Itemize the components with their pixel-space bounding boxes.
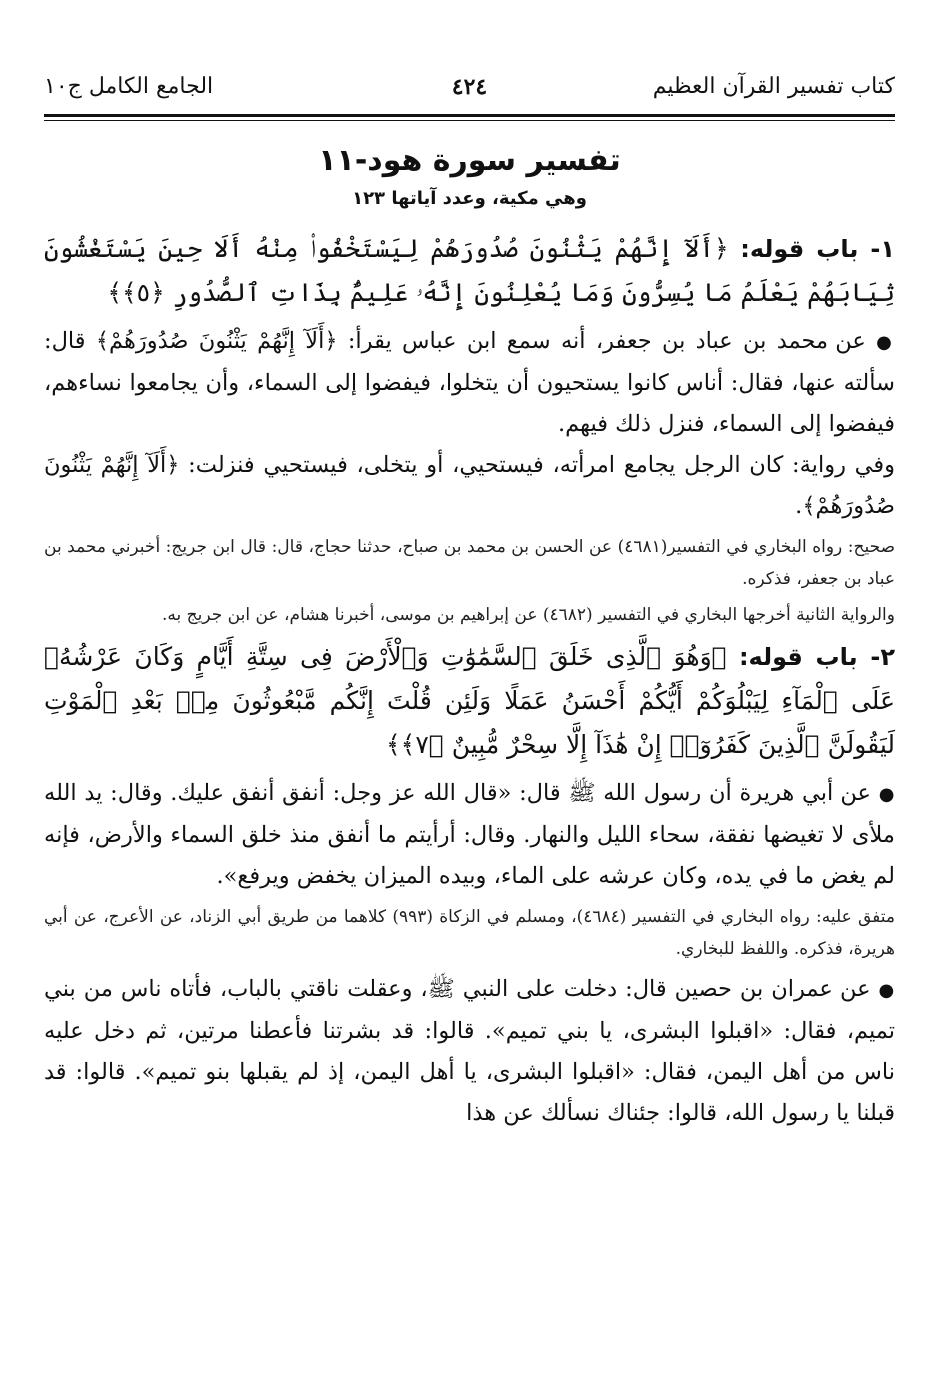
volume-label: الجامع الكامل ج١٠	[44, 74, 214, 99]
quran-verse: ﴿وَهُوَ ٱلَّذِى خَلَقَ ٱلسَّمَٰوَٰتِ وَٱلْأَرْضَ فِى سِتَّةِ أَيَّامٍ وَكَانَ عَرْشُهُۥ عَلَى ٱلْمَآءِ لِيَبْلُوَكُمْ أَيُّكُمْ أَحْسَنُ عَمَلًا وَلَئِن قُلْتَ إِنَّكُم مَّبْعُوثُونَ مِنۢ بَعْدِ ٱلْمَوْتِ لَيَقُولَنَّ ٱلَّذِينَ كَفَرُوٓا۟ إِنْ هَٰذَآ إِلَّا سِحْرٌ مُّبِينٌ ﴿٧﴾﴾	[44, 642, 895, 759]
paragraph-text: عن أبي هريرة أن رسول الله ﷺ قال: «قال الله عز وجل: أنفق أنفق عليك. وقال: يد الله ملأى لا تغيضها نفقة، سحاء الليل والنهار. وقال: أرأيتم ما أنفق منذ خلق السماء والأرض، فإنه لم يغض ما في يده، وكان عرشه على الماء، وبيده الميزان يخفض ويرفع».	[44, 780, 895, 889]
running-header	[44, 60, 895, 100]
sections-container	[44, 227, 895, 1134]
page-number: ٤٢٤	[451, 74, 488, 100]
bab-heading	[44, 227, 895, 315]
paragraph-text: صحيح: رواه البخاري في التفسير(٤٦٨١) عن الحسن بن محمد بن صباح، حدثنا حجاج، قال: قال ابن جريج: أخبرني محمد بن عباد بن جعفر، فذكره.	[44, 537, 896, 589]
paragraph-text: عن محمد بن عباد بن جعفر، أنه سمع ابن عباس يقرأ: ﴿أَلَآ إِنَّهُمْ يَثْنُونَ صُدُورَهُمْ﴾ قال: سألته عنها، فقال: أناس كانوا يستحيون أن يتخلوا، فيفضوا إلى السماء، وأن يجامعوا نساءهم، فيفضوا إلى السماء، فنزل ذلك فيهم.	[44, 328, 895, 437]
hadith-text	[44, 969, 895, 1134]
hadith-text	[44, 445, 895, 527]
surah-subtitle: وهي مكية، وعدد آياتها ١٢٣	[352, 188, 587, 209]
header-rule-thick	[44, 114, 895, 117]
source-note	[44, 901, 895, 965]
bab-heading	[44, 635, 895, 767]
bullet-icon: ●	[876, 332, 895, 353]
hadith-text	[44, 773, 895, 897]
source-note	[44, 599, 895, 631]
quran-verse: ﴿أَلَآ إِنَّهُمْ يَثْنُونَ صُدُورَهُمْ لِيَسْتَخْفُوا۟ مِنْهُ أَلَا حِينَ يَسْتَغْشُونَ ثِيَابَهُمْ يَعْلَمُ مَا يُسِرُّونَ وَمَا يُعْلِنُونَ إِنَّهُۥ عَلِيمٌۢ بِذَاتِ ٱلصُّدُورِ ﴿٥﴾﴾	[44, 234, 895, 307]
bullet-icon: ●	[878, 980, 895, 1001]
bab-label: ٢- باب قوله:	[738, 643, 895, 671]
header-rule-thin	[44, 120, 895, 121]
paragraph-text: عن عمران بن حصين قال: دخلت على النبي ﷺ، وعقلت ناقتي بالباب، فأتاه ناس من بني تميم، فقال: «اقبلوا البشرى، يا بني تميم». قالوا: قد بشرتنا فأعطنا مرتين، ثم دخل عليه ناس من أهل اليمن، فقال: «اقبلوا البشرى، يا أهل اليمن، إذ لم يقبلها بنو تميم». قالوا: قد قبلنا يا رسول الله، قالوا: جئناك نسألك عن هذا	[44, 976, 895, 1126]
book-title: كتاب تفسير القرآن العظيم	[652, 74, 895, 99]
source-note	[44, 531, 895, 595]
bullet-icon: ●	[878, 784, 895, 805]
bab-label: ١- باب قوله:	[740, 235, 895, 263]
paragraph-text: متفق عليه: رواه البخاري في التفسير (٤٦٨٤)، ومسلم في الزكاة (٩٩٣) كلاهما من طريق أبي الزناد، عن الأعرج، عن أبي هريرة، فذكره. واللفظ للبخاري.	[44, 907, 895, 959]
paragraph-text: والرواية الثانية أخرجها البخاري في التفسير (٤٦٨٢) عن إبراهيم بن موسى، أخبرنا هشام، عن ابن جريج به.	[162, 605, 895, 625]
surah-title: تفسير سورة هود-١١	[318, 143, 621, 178]
hadith-text	[44, 321, 895, 445]
document-page	[44, 60, 895, 1374]
paragraph-text: وفي رواية: كان الرجل يجامع امرأته، فيستحيي، أو يتخلى، فيستحيي فنزلت: ﴿أَلَآ إِنَّهُمْ يَثْنُونَ صُدُورَهُمْ﴾.	[44, 452, 895, 519]
